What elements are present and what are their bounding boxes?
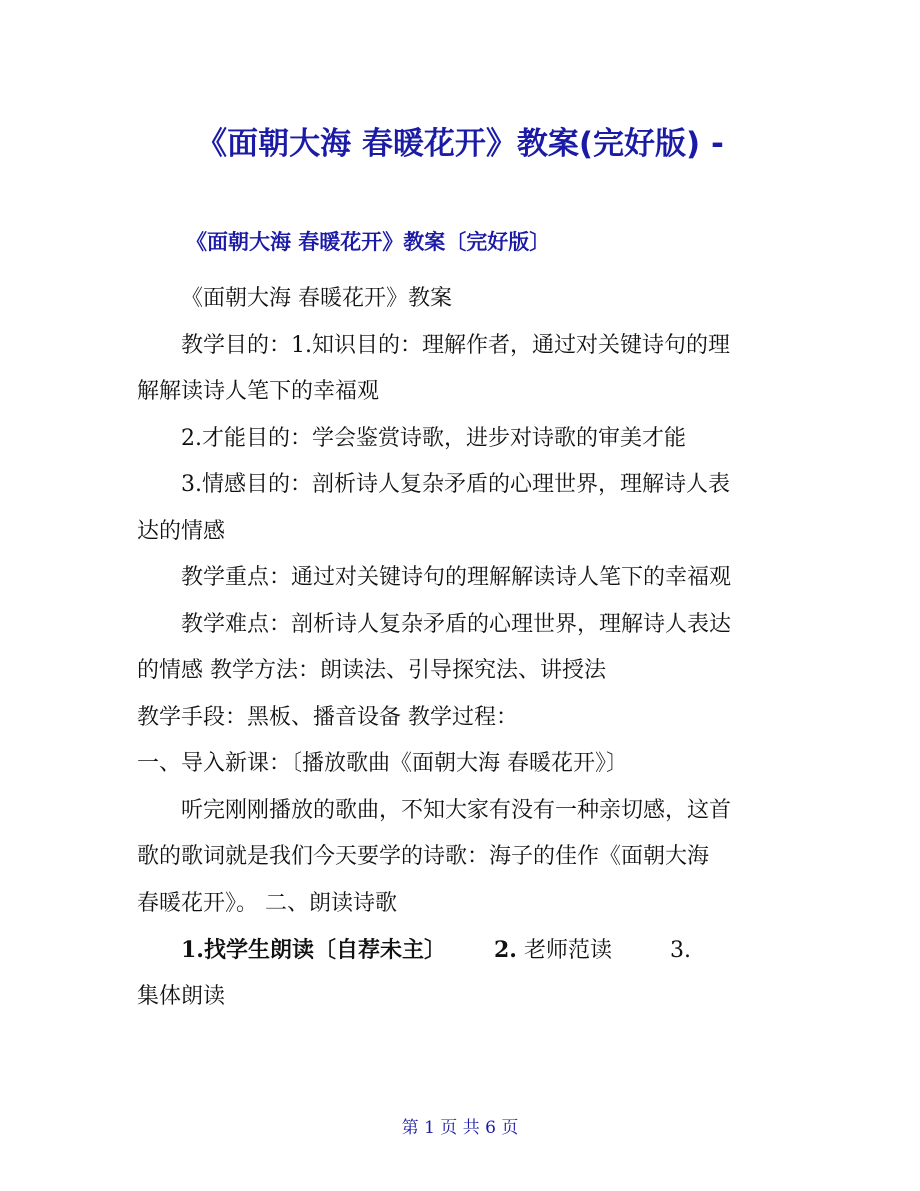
reading-step-3-text: 集体朗读: [137, 983, 226, 1009]
text-line: 一、导入新课：〔播放歌曲《面朝大海 春暖花开》〕: [137, 751, 628, 776]
text-line: 解解读诗人笔下的幸福观: [137, 379, 380, 404]
text-line: 听完刚刚播放的歌曲，不知大家有没有一种亲切感，这首: [181, 797, 732, 823]
text-line: 3.情感目的：剖析诗人复杂矛盾的心理世界，理解诗人表: [181, 472, 730, 497]
text-line: 教学手段：黑板、播音设备 教学过程：: [137, 704, 518, 730]
reading-step-1: 1.找学生朗读〔自荐未主〕: [181, 937, 446, 963]
document-title: 《面朝大海 春暖花开》教案(完好版) -: [196, 126, 724, 162]
text-line: 达的情感: [137, 518, 226, 544]
reading-steps-line: [137, 927, 785, 974]
document-subtitle: 《面朝大海 春暖花开》教案〔完好版〕: [186, 230, 551, 254]
text-line: 春暖花开》。 二、朗读诗歌: [137, 890, 397, 916]
text-line: 的情感 教学方法：朗读法、引导探究法、讲授法: [137, 658, 606, 683]
document-body: [137, 276, 785, 1020]
text-line: 《面朝大海 春暖花开》教案: [181, 286, 452, 311]
text-line: 歌的歌词就是我们今天要学的诗歌：海子的佳作《面朝大海: [137, 844, 710, 869]
text-line: 教学重点：通过对关键诗句的理解解读诗人笔下的幸福观: [181, 565, 732, 590]
reading-step-3-number: 3.: [669, 938, 691, 963]
text-line: 2.才能目的：学会鉴赏诗歌，进步对诗歌的审美才能: [181, 425, 686, 451]
text-line: 教学难点：剖析诗人复杂矛盾的心理世界，理解诗人表达: [181, 611, 732, 637]
text-line: 教学目的：1.知识目的：理解作者，通过对关键诗句的理: [181, 332, 730, 358]
reading-step-2-text: 老师范读: [523, 938, 612, 963]
page-footer: 第 1 页 共 6 页: [401, 1118, 519, 1138]
reading-step-2-number: 2.: [493, 937, 517, 963]
